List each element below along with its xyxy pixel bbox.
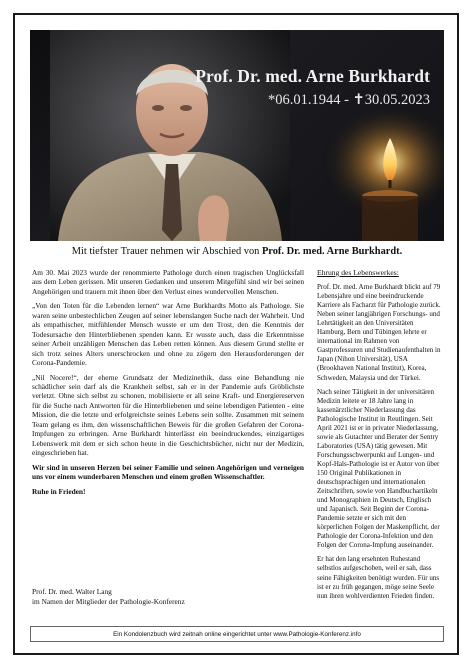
signature-name: Prof. Dr. med. Walter Lang (32, 587, 112, 596)
hero-dates: *06.01.1944 - ✝30.05.2023 (268, 92, 430, 108)
condolence-footer (30, 626, 444, 642)
closing-words: Ruhe in Frieden! (32, 486, 86, 496)
paragraph-3: „Nil Nocere!“, der eherne Grundsatz der Medizinethik, dass eine Behandlung nie schädlicher sein darf als die Krankheit selbst, sah er in der Pandemie aufs Gröblichste verletzt. Ohne sich selbst zu schonen, mobilisierte er all seine Kraft- und Energiereserven für die Suche nach Antworten für die Hinterbliebenen und seine lebendigen Patienten - eine Mission, die die letzte und erfolgreichste seines Lebens sein sollte. Zusammen mit seinem Team gelang es ihm, den wissenschaftlichen Beweis für die großen Gefahren der Corona-Impfungen zu erbringen. Arne Burkhardt hinterlässt ein beeindruckendes, einzigartiges Lebenswerk mit dem er sich schon heute in die Geschichtsbücher, nicht nur der Medizin, eingeschrieben hat. (32, 372, 304, 458)
intro-line (30, 246, 444, 257)
intro-prefix: Mit tiefster Trauer nehmen wir Abschied von (71, 246, 262, 257)
hero-title: Prof. Dr. med. Arne Burkhardt (195, 66, 430, 86)
hero-banner (30, 30, 444, 241)
portrait-photo (50, 30, 290, 241)
candle-image (280, 110, 444, 241)
signature-block (32, 587, 185, 607)
signature-role: im Namen der Mitglieder der Pathologie-Konferenz (32, 597, 185, 606)
main-text-column (32, 268, 304, 501)
sidebar-paragraph-3: Er hat den lang ersehnten Ruhestand selbstlos aufgeschoben, weil er sah, dass seine Fähigkeiten benötigt wurden. Für uns ist er zu früh gegangen, möge seine Seele nun ihren wohlverdienten Frieden finden. (317, 555, 440, 600)
paragraph-2: „Von den Toten für die Lebenden lernen“ war Arne Burkhardts Motto als Pathologe. Sie waren seine unbestechlichen Zeugen auf seiner lebenslangen Suche nach der Wahrheit. Und als empathischer, mitfühlender Mensch wusste er um den Trost, den die Kenntnis der Todesursache den Hinterbliebenen spenden kann. Er wusste auch, dass die Erkenntnisse seiner Arbeit unzähligen Menschen das Leben retten können. Aus diesem Grund stellte er sich trotz seines Alters unerschrocken und ohne zu zögern den Herausforderungen der Corona-Pandemie. (32, 301, 304, 368)
sidebar-paragraph-2: Nach seiner Tätigkeit in der universitären Medizin leitete er 18 Jahre lang in kassenärztlicher Niederlassung das Pathologische Institut in Reutlingen. Seit April 2021 ist er in privater Niederlassung, sowie als Gutachter und Berater der Sentry Laboratories (USA) tätig gewesen. Mit Forschungsschwerpunkt auf Lungen- und Kopf-Hals-Pathologie ist er Autor von über 150 Original Publikationen in deutschsprachigen und internationalen Zeitschriften, sowie von Handbuchartikeln und Monographien in Deutsch, Englisch und Japanisch. Seit Beginn der Corona-Pandemie setzte er sich mit den körperlichen Folgen der Maskenpflicht, der Pathologie der Corona-Infektion und den Folgen der Corona-Impfung auseinander. (317, 387, 440, 550)
sidebar-paragraph-1: Prof. Dr. med. Arne Burkhardt blickt auf 79 Lebensjahre und eine beeindruckende Karriere als Facharzt für Pathologie zurück. Neben seiner langjährigen Forschungs- und Lehrtätigkeit an den Universitäten Hamburg, Bern und Tübingen lehrte er international im Rahmen von Gastprofessuren und Studienaufenthalten in Japan (Nihon Universität), USA (Brookhaven National Institut), Korea, Schweden, Malaysia und der Türkei. (317, 283, 441, 382)
sidebar-column (317, 268, 441, 606)
intro-name: Prof. Dr. med. Arne Burkhardt. (261, 246, 403, 257)
paragraph-1: Am 30. Mai 2023 wurde der renommierte Pathologe durch einen tragischen Unglücksfall aus dem Leben gerissen. Mit unseren Gedanken und unserem Mitgefühl sind wir bei seinen Angehörigen und trauern mit ihnen über den Verlust eines wundervollen Menschen. (32, 268, 304, 296)
footer-text: Ein Kondolenzbuch wird zeitnah online eingerichtet unter www.Pathologie-Konferenz.info (113, 630, 361, 638)
sidebar-heading: Ehrung des Lebenswerkes: (317, 268, 399, 277)
paragraph-4: Wir sind in unseren Herzen bei seiner Familie und seinen Angehörigen und verneigen uns vor einem wunderbaren Menschen und einem großen Wissenschaftler. (32, 462, 304, 482)
